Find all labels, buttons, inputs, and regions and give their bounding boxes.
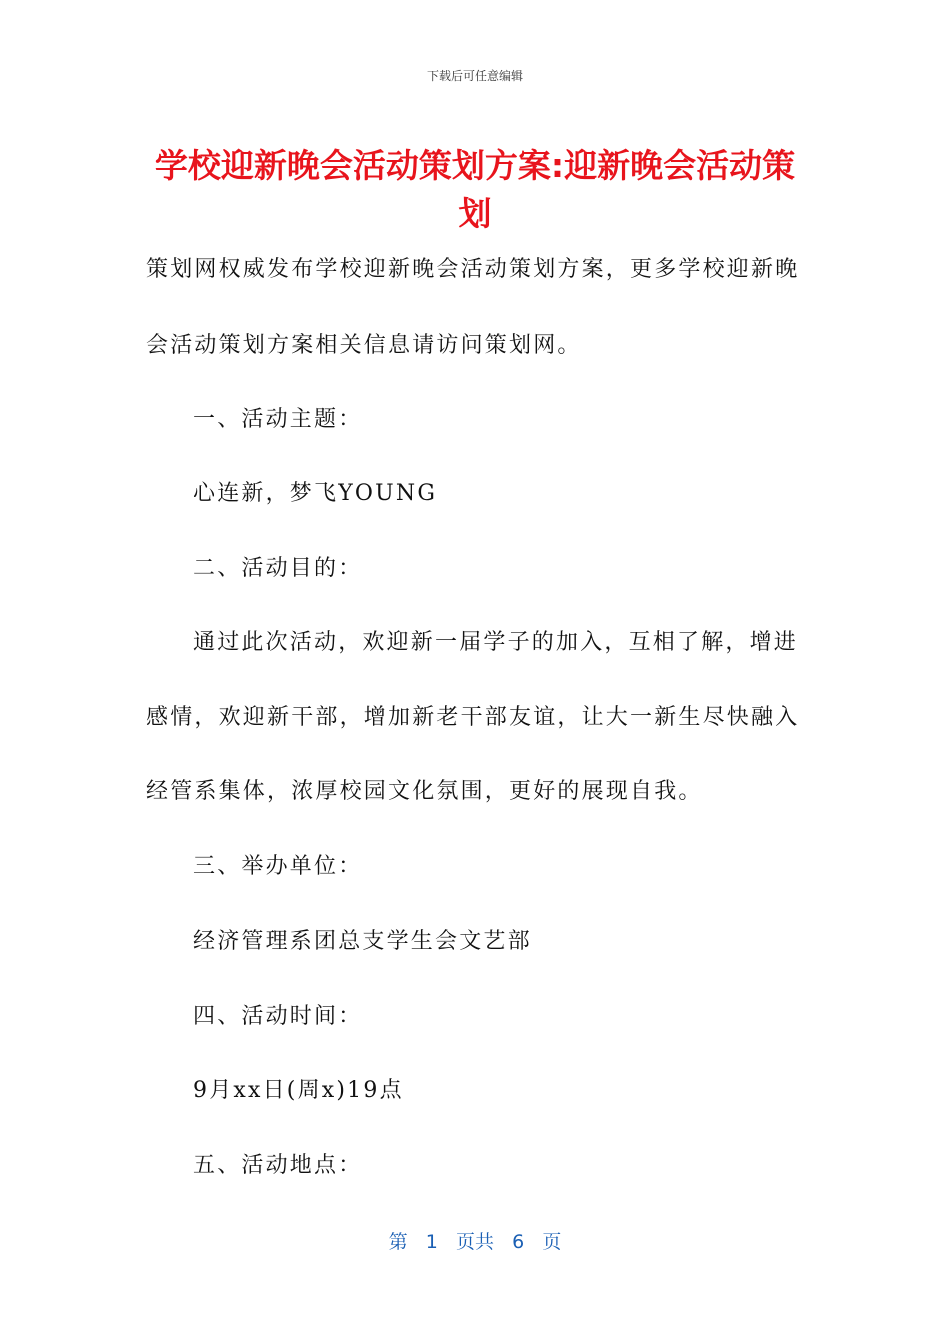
title-line-1: 学校迎新晚会活动策划方案:迎新晚会活动策	[154, 146, 796, 185]
purpose-line-2: 感情，欢迎新干部，增加新老干部友谊，让大一新生尽快融入	[146, 705, 800, 730]
footer-current-page: 1	[425, 1231, 438, 1253]
time-text: 9月xx日(周x)19点	[193, 1078, 404, 1103]
header-note: 下载后可任意编辑	[426, 69, 523, 83]
title-line-2: 划	[458, 194, 492, 233]
section-heading-time: 四、活动时间：	[193, 1004, 363, 1029]
footer-prefix: 第	[388, 1231, 408, 1253]
purpose-line-1: 通过此次活动，欢迎新一届学子的加入，互相了解，增进	[193, 630, 799, 655]
footer-middle: 页共	[455, 1231, 494, 1253]
section-heading-theme: 一、活动主题：	[193, 407, 363, 432]
footer-suffix: 页	[542, 1231, 562, 1253]
intro-line-2: 会活动策划方案相关信息请访问策划网。	[146, 333, 582, 358]
organizer-text: 经济管理系团总支学生会文艺部	[193, 929, 532, 954]
page-title	[120, 142, 830, 238]
purpose-line-3: 经管系集体，浓厚校园文化氛围，更好的展现自我。	[146, 779, 703, 804]
section-heading-location: 五、活动地点：	[193, 1153, 363, 1178]
page-footer	[0, 1227, 950, 1254]
section-heading-purpose: 二、活动目的：	[193, 556, 363, 581]
footer-total-pages: 6	[512, 1231, 525, 1253]
theme-text: 心连新，梦飞YOUNG	[193, 481, 438, 506]
section-heading-organizer: 三、举办单位：	[193, 854, 363, 879]
intro-line-1: 策划网权威发布学校迎新晚会活动策划方案，更多学校迎新晚	[146, 257, 800, 282]
